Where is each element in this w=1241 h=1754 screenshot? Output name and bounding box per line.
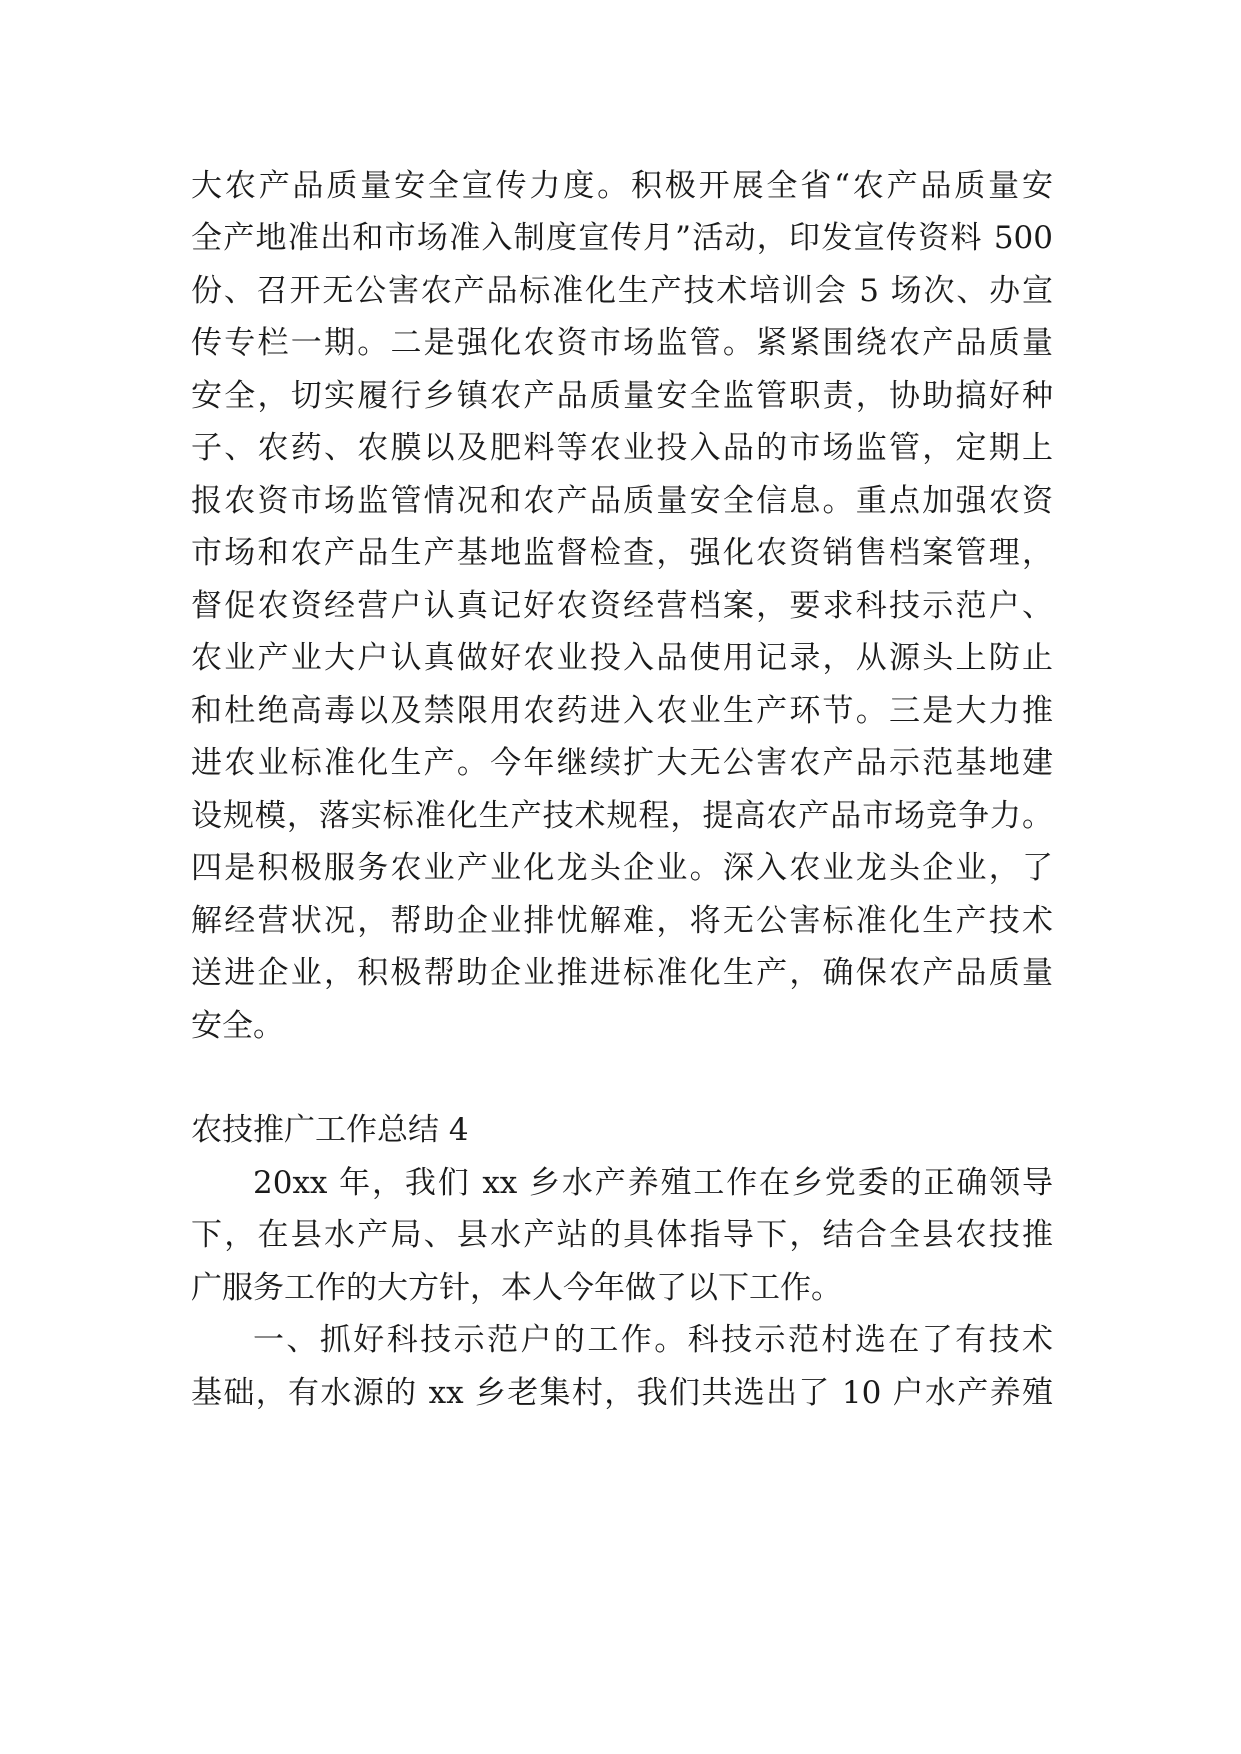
section-heading: 农技推广工作总结 4 bbox=[191, 1112, 469, 1148]
paragraph-line: 安全。 bbox=[191, 1008, 284, 1044]
paragraph-line: 四是积极服务农业产业化龙头企业。深入农业龙头企业，了 bbox=[191, 850, 1053, 886]
paragraph-line: 督促农资经营户认真记好农资经营档案，要求科技示范户、 bbox=[191, 588, 1053, 624]
paragraph-line: 进农业标准化生产。今年继续扩大无公害农产品示范基地建 bbox=[191, 745, 1053, 781]
paragraph-line: 子、农药、农膜以及肥料等农业投入品的市场监管，定期上 bbox=[191, 430, 1053, 466]
paragraph-line: 设规模，落实标准化生产技术规程，提高农产品市场竞争力。 bbox=[191, 798, 1053, 834]
paragraph-line: 20xx 年，我们 xx 乡水产养殖工作在乡党委的正确领导 bbox=[253, 1165, 1053, 1201]
document-page bbox=[191, 0, 1053, 1754]
paragraph-line: 基础，有水源的 xx 乡老集村，我们共选出了 10 户水产养殖 bbox=[191, 1375, 1053, 1411]
paragraph-line: 和杜绝高毒以及禁限用农药进入农业生产环节。三是大力推 bbox=[191, 693, 1053, 729]
paragraph-line: 一、抓好科技示范户的工作。科技示范村选在了有技术 bbox=[253, 1322, 1053, 1358]
paragraph-line: 安全，切实履行乡镇农产品质量安全监管职责，协助搞好种 bbox=[191, 378, 1053, 414]
paragraph-line: 下，在县水产局、县水产站的具体指导下，结合全县农技推 bbox=[191, 1217, 1053, 1253]
paragraph-line: 份、召开无公害农产品标准化生产技术培训会 5 场次、办宣 bbox=[191, 273, 1053, 309]
paragraph-line: 传专栏一期。二是强化农资市场监管。紧紧围绕农产品质量 bbox=[191, 325, 1053, 361]
paragraph-line: 全产地准出和市场准入制度宣传月”活动，印发宣传资料 500 bbox=[191, 220, 1053, 256]
paragraph-line: 大农产品质量安全宣传力度。积极开展全省“农产品质量安 bbox=[191, 168, 1053, 204]
paragraph-line: 广服务工作的大方针，本人今年做了以下工作。 bbox=[191, 1270, 842, 1306]
paragraph-line: 农业产业大户认真做好农业投入品使用记录，从源头上防止 bbox=[191, 640, 1053, 676]
paragraph-line: 报农资市场监管情况和农产品质量安全信息。重点加强农资 bbox=[191, 483, 1053, 519]
paragraph-line: 送进企业，积极帮助企业推进标准化生产，确保农产品质量 bbox=[191, 955, 1053, 991]
paragraph-line: 市场和农产品生产基地监督检查，强化农资销售档案管理， bbox=[191, 535, 1053, 571]
paragraph-line: 解经营状况，帮助企业排忧解难，将无公害标准化生产技术 bbox=[191, 903, 1053, 939]
